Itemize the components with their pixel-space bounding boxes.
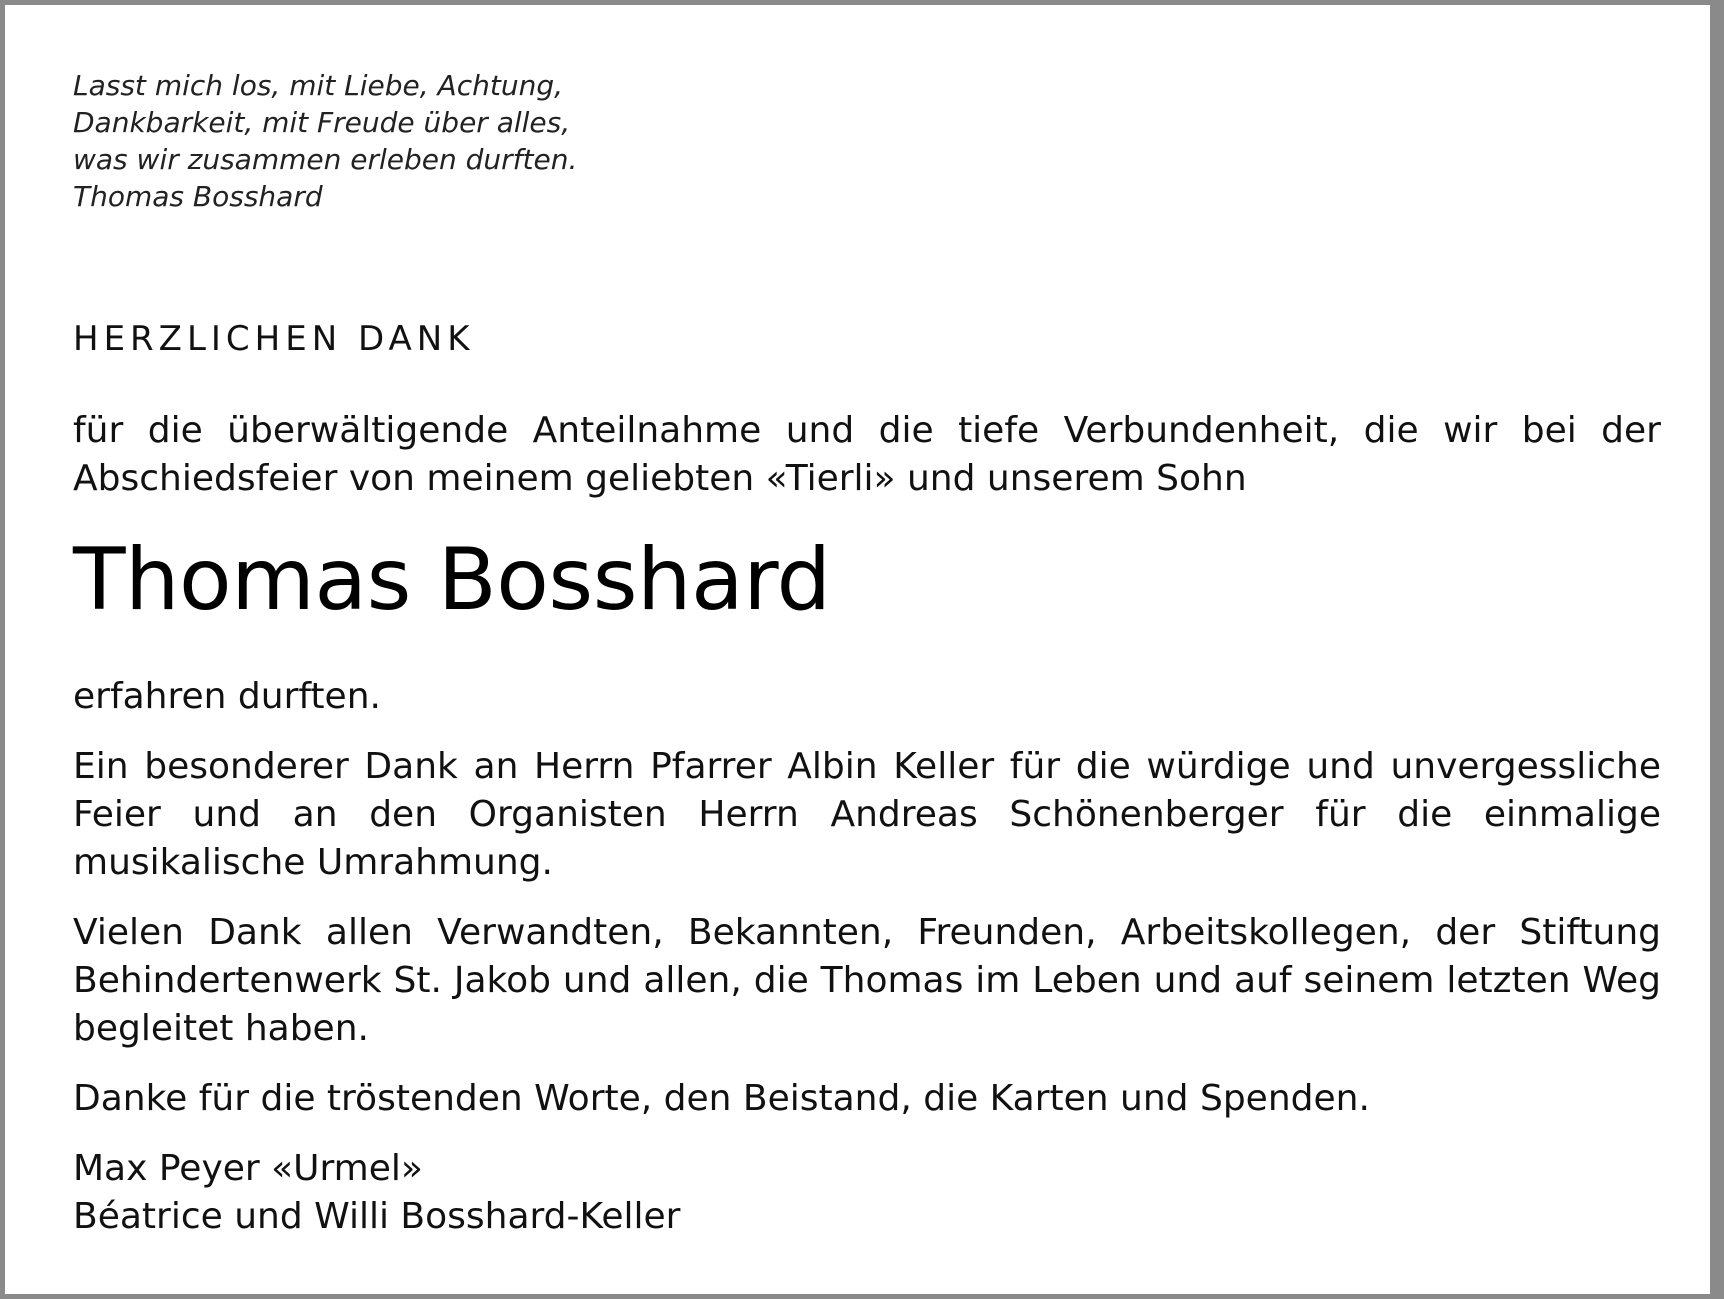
intro-paragraph: für die überwältigende Anteilnahme und die tiefe Verbundenheit, die wir bei der Abschiedsfeier von meinem geliebten «Tierli» und unserem Sohn [73,410,1661,499]
pastor-thanks-paragraph: Ein besonderer Dank an Herrn Pfarrer Albin Keller für die würdige und unvergessliche Feier und an den Organisten Herrn Andreas Schönenberger für die einmalige musikalische Umrahmung. [73,746,1661,883]
deceased-name: Thomas Bosshard [73,530,831,630]
quote-line: was wir zusammen erleben durften. [73,143,578,176]
condolence-thanks-paragraph: Danke für die tröstenden Worte, den Beistand, die Karten und Spenden. [73,1078,1370,1119]
after-name-text: erfahren durften. [73,676,381,717]
signature-line: Béatrice und Willi Bosshard-Keller [73,1196,681,1237]
quote-line: Dankbarkeit, mit Freude über alles, [73,106,571,139]
notice-heading: HERZLICHEN DANK [73,319,475,359]
general-thanks-paragraph: Vielen Dank allen Verwandten, Bekannten, Freunden, Arbeitskollegen, der Stiftung Behindertenwerk St. Jakob und allen, die Thomas im Leben und auf seinem letzten Weg begleitet haben. [73,912,1661,1049]
signature-block [73,1145,1661,1241]
quote-author: Thomas Bosshard [73,180,323,213]
epigraph-quote [73,67,1661,215]
notice-content [73,67,1661,1241]
quote-line: Lasst mich los, mit Liebe, Achtung, [73,69,563,102]
signature-line: Max Peyer «Urmel» [73,1148,423,1189]
